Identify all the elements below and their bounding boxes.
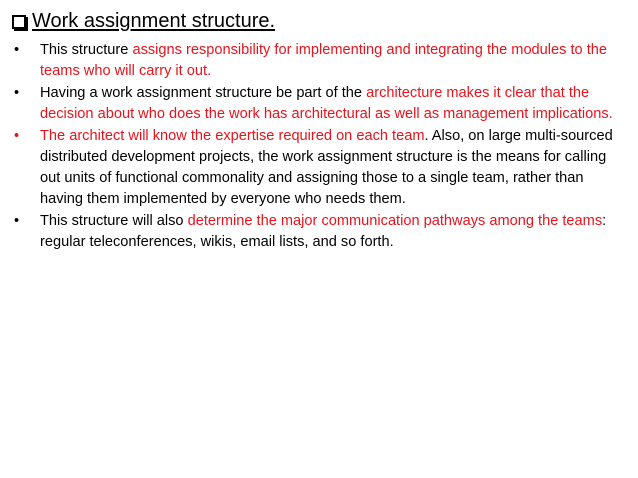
bullet-text: [40, 83, 620, 125]
bullet-item-2: [12, 83, 620, 125]
bullet-segment-highlight: The architect will know the expertise required on each team: [40, 128, 425, 144]
bullet-segment: This structure: [40, 42, 133, 58]
bullet-marker: •: [14, 42, 20, 58]
bullet-item-3: [12, 126, 620, 210]
bullet-segment-highlight: assigns responsibility for implementing and integrating the modules to the teams who will carry it out.: [40, 42, 608, 79]
bullet-marker: •: [14, 213, 20, 229]
checkbox-bullet-icon: [12, 15, 26, 29]
bullet-list: [12, 40, 620, 254]
bullet-text: [40, 126, 620, 210]
slide-heading: [12, 8, 275, 34]
bullet-segment-highlight: architecture makes it clear that the decision about who does the work has architectural as well as management implications.: [40, 85, 613, 122]
bullet-segment: This structure will also: [40, 213, 188, 229]
bullet-segment: : regular teleconferences, wikis, email lists, and so forth.: [40, 213, 607, 250]
bullet-item-1: [12, 40, 620, 82]
bullet-segment: Having a work assignment structure be part of the: [40, 85, 367, 101]
bullet-segment-highlight: determine the major communication pathways among the teams: [187, 213, 603, 229]
heading-text: Work assignment structure.: [32, 10, 276, 32]
bullet-marker: •: [14, 128, 20, 144]
bullet-marker: •: [14, 85, 20, 101]
bullet-item-4: [12, 211, 620, 253]
bullet-segment: . Also, on large multi-sourced distributed development projects, the work assignment structure is the means for calling out units of functional commonality and assigning those to a single team, rather than having them implemented by everyone who needs them.: [40, 128, 613, 207]
bullet-text: [40, 211, 620, 253]
bullet-text: [40, 40, 620, 82]
